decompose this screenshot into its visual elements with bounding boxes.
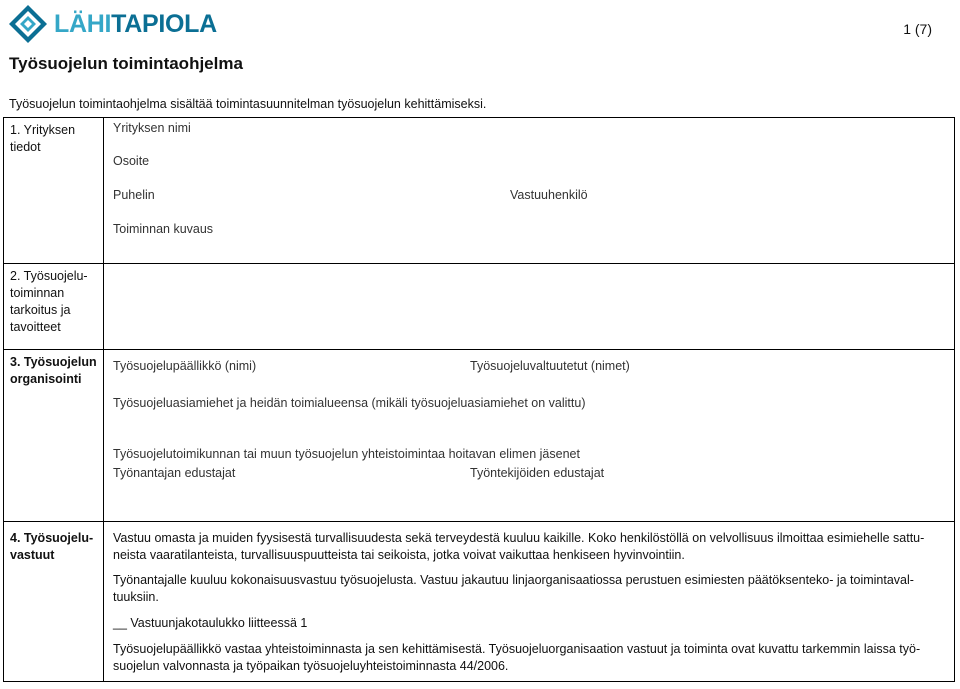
responsibility-para3-line1: Työsuojelupäällikkö vastaa yhteistoiminnasta ja sen kehittämisestä. Työsuojeluorganisaation vastuut ja toiminta ovat kuvattu tarkemmin laissa työ- (113, 642, 921, 656)
phone-field[interactable]: Puhelin (113, 188, 155, 202)
intro-text: Työsuojelun toimintaohjelma sisältää toimintasuunnitelman työsuojelun kehittämiseksi. (9, 97, 487, 111)
section4-content (104, 522, 955, 682)
section4-heading (4, 522, 104, 682)
contact-person-field[interactable]: Vastuuhenkilö (510, 188, 588, 202)
responsibility-para1-line2: neista vaaratilanteista, turvallisuuspuutteista tai seikoista, jotka voivat vaikuttaa henkiseen hyvinvointiin. (113, 548, 685, 562)
section2-heading-line2: toiminnan (10, 286, 65, 300)
address-field[interactable]: Osoite (113, 154, 150, 168)
safety-representatives-field[interactable]: Työsuojeluvaltuutetut (nimet) (470, 359, 630, 373)
lahitapiola-logo-icon (8, 4, 48, 44)
section1-heading-line2: tiedot (10, 140, 41, 154)
employer-reps-field[interactable]: Työnantajan edustajat (113, 466, 236, 480)
section2-heading-line3: tarkoitus ja (10, 303, 71, 317)
section1-row (4, 118, 955, 264)
logo-text-part1: LÄHI (54, 10, 112, 38)
section3-fields (104, 350, 955, 522)
safety-manager-field[interactable]: Työsuojelupäällikkö (nimi) (113, 359, 257, 373)
safety-ombudsmen-field[interactable]: Työsuojeluasiamiehet ja heidän toimialueensa (mikäli työsuojeluasiamiehet on valittu) (113, 396, 586, 410)
section3-heading-line1: 3. Työsuojelun (10, 355, 97, 369)
section1-heading (4, 118, 104, 264)
section1-fields (104, 118, 955, 264)
document-title: Työsuojelun toimintaohjelma (9, 54, 243, 73)
page-number: 1 (7) (903, 21, 932, 37)
lahitapiola-logo (8, 4, 217, 44)
section2-row (4, 264, 955, 350)
section3-row (4, 350, 955, 522)
program-form-table (3, 117, 955, 682)
section2-content-field[interactable] (104, 264, 955, 350)
section4-heading-line1: 4. Työsuojelu- (10, 531, 94, 545)
company-name-field[interactable]: Yrityksen nimi (113, 121, 191, 135)
responsibility-para2-line2: tuuksiin. (113, 590, 159, 604)
section1-heading-line1: 1. Yrityksen (10, 123, 76, 137)
responsibility-para1-line1: Vastuu omasta ja muiden fyysisestä turvallisuudesta sekä terveydestä kuuluu kaikille. Koko henkilöstöllä on velvollisuus ilmoittaa esimiehelle sattu- (113, 531, 925, 545)
section2-heading-line4: tavoitteet (10, 320, 61, 334)
section3-heading-line2: organisointi (10, 372, 82, 386)
section2-heading-line1: 2. Työsuojelu- (10, 269, 88, 283)
logo-text-part2: TAPIOLA (111, 10, 217, 38)
responsibility-para2-line1: Työnantajalle kuuluu kokonaisuusvastuu työsuojelusta. Vastuu jakautuu linjaorganisaatiossa perustuen esimiesten päätöksenteko- ja toimintaval- (113, 573, 914, 587)
logo-wordmark (54, 6, 217, 42)
description-field[interactable]: Toiminnan kuvaus (113, 222, 214, 236)
attachment-reference[interactable]: __ Vastuunjakotaulukko liitteessä 1 (113, 616, 308, 630)
committee-label: Työsuojelutoimikunnan tai muun työsuojelun yhteistoimintaa hoitavan elimen jäsenet (113, 447, 580, 461)
section4-heading-line2: vastuut (10, 548, 55, 562)
employee-reps-field[interactable]: Työntekijöiden edustajat (470, 466, 605, 480)
section4-row (4, 522, 955, 682)
responsibility-para3-line2: suojelun valvonnasta ja työpaikan työsuojeluyhteistoiminnasta 44/2006. (113, 659, 509, 673)
section2-heading (4, 264, 104, 350)
section3-heading (4, 350, 104, 522)
